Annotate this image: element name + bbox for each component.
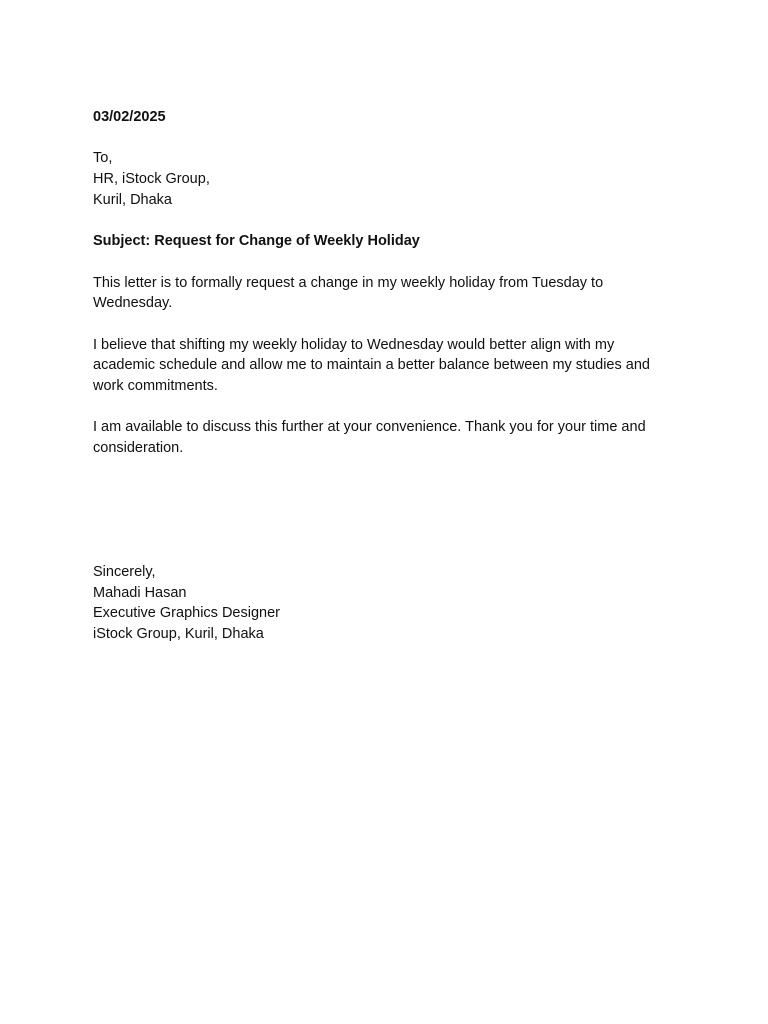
letter-body	[93, 107, 683, 645]
spacer	[93, 211, 683, 232]
spacer	[93, 252, 683, 273]
paragraph-3	[93, 417, 683, 458]
signature-closing: Sincerely,	[93, 563, 156, 580]
paragraph-line: I am available to discuss this further at your convenience. Thank you for your time and	[93, 419, 646, 436]
letter-date: 03/02/2025	[93, 109, 166, 125]
paragraph-line: This letter is to formally request a change in my weekly holiday from Tuesday to	[93, 274, 604, 291]
paragraph-line: academic schedule and allow me to maintain a better balance between my studies and	[93, 357, 650, 374]
paragraph-2	[93, 335, 683, 397]
recipient-line-2: Kuril, Dhaka	[93, 191, 172, 208]
recipient-line-1: HR, iStock Group,	[93, 171, 210, 188]
paragraph-line: consideration.	[93, 440, 184, 457]
recipient-salutation: To,	[93, 150, 113, 167]
recipient-block	[93, 148, 683, 210]
spacer	[93, 459, 683, 562]
signature-name: Mahadi Hasan	[93, 584, 187, 601]
paragraph-line: I believe that shifting my weekly holiday to Wednesday would better align with my	[93, 336, 615, 353]
paragraph-1	[93, 273, 683, 314]
spacer	[93, 397, 683, 418]
paragraph-line: Wednesday.	[93, 295, 173, 312]
signature-title: Executive Graphics Designer	[93, 605, 280, 622]
paragraph-line: work commitments.	[93, 378, 218, 395]
letter-subject: Subject: Request for Change of Weekly Holiday	[93, 233, 420, 250]
signature-organization: iStock Group, Kuril, Dhaka	[93, 625, 264, 642]
signature-block	[93, 562, 683, 645]
spacer	[93, 314, 683, 335]
spacer	[93, 128, 683, 149]
